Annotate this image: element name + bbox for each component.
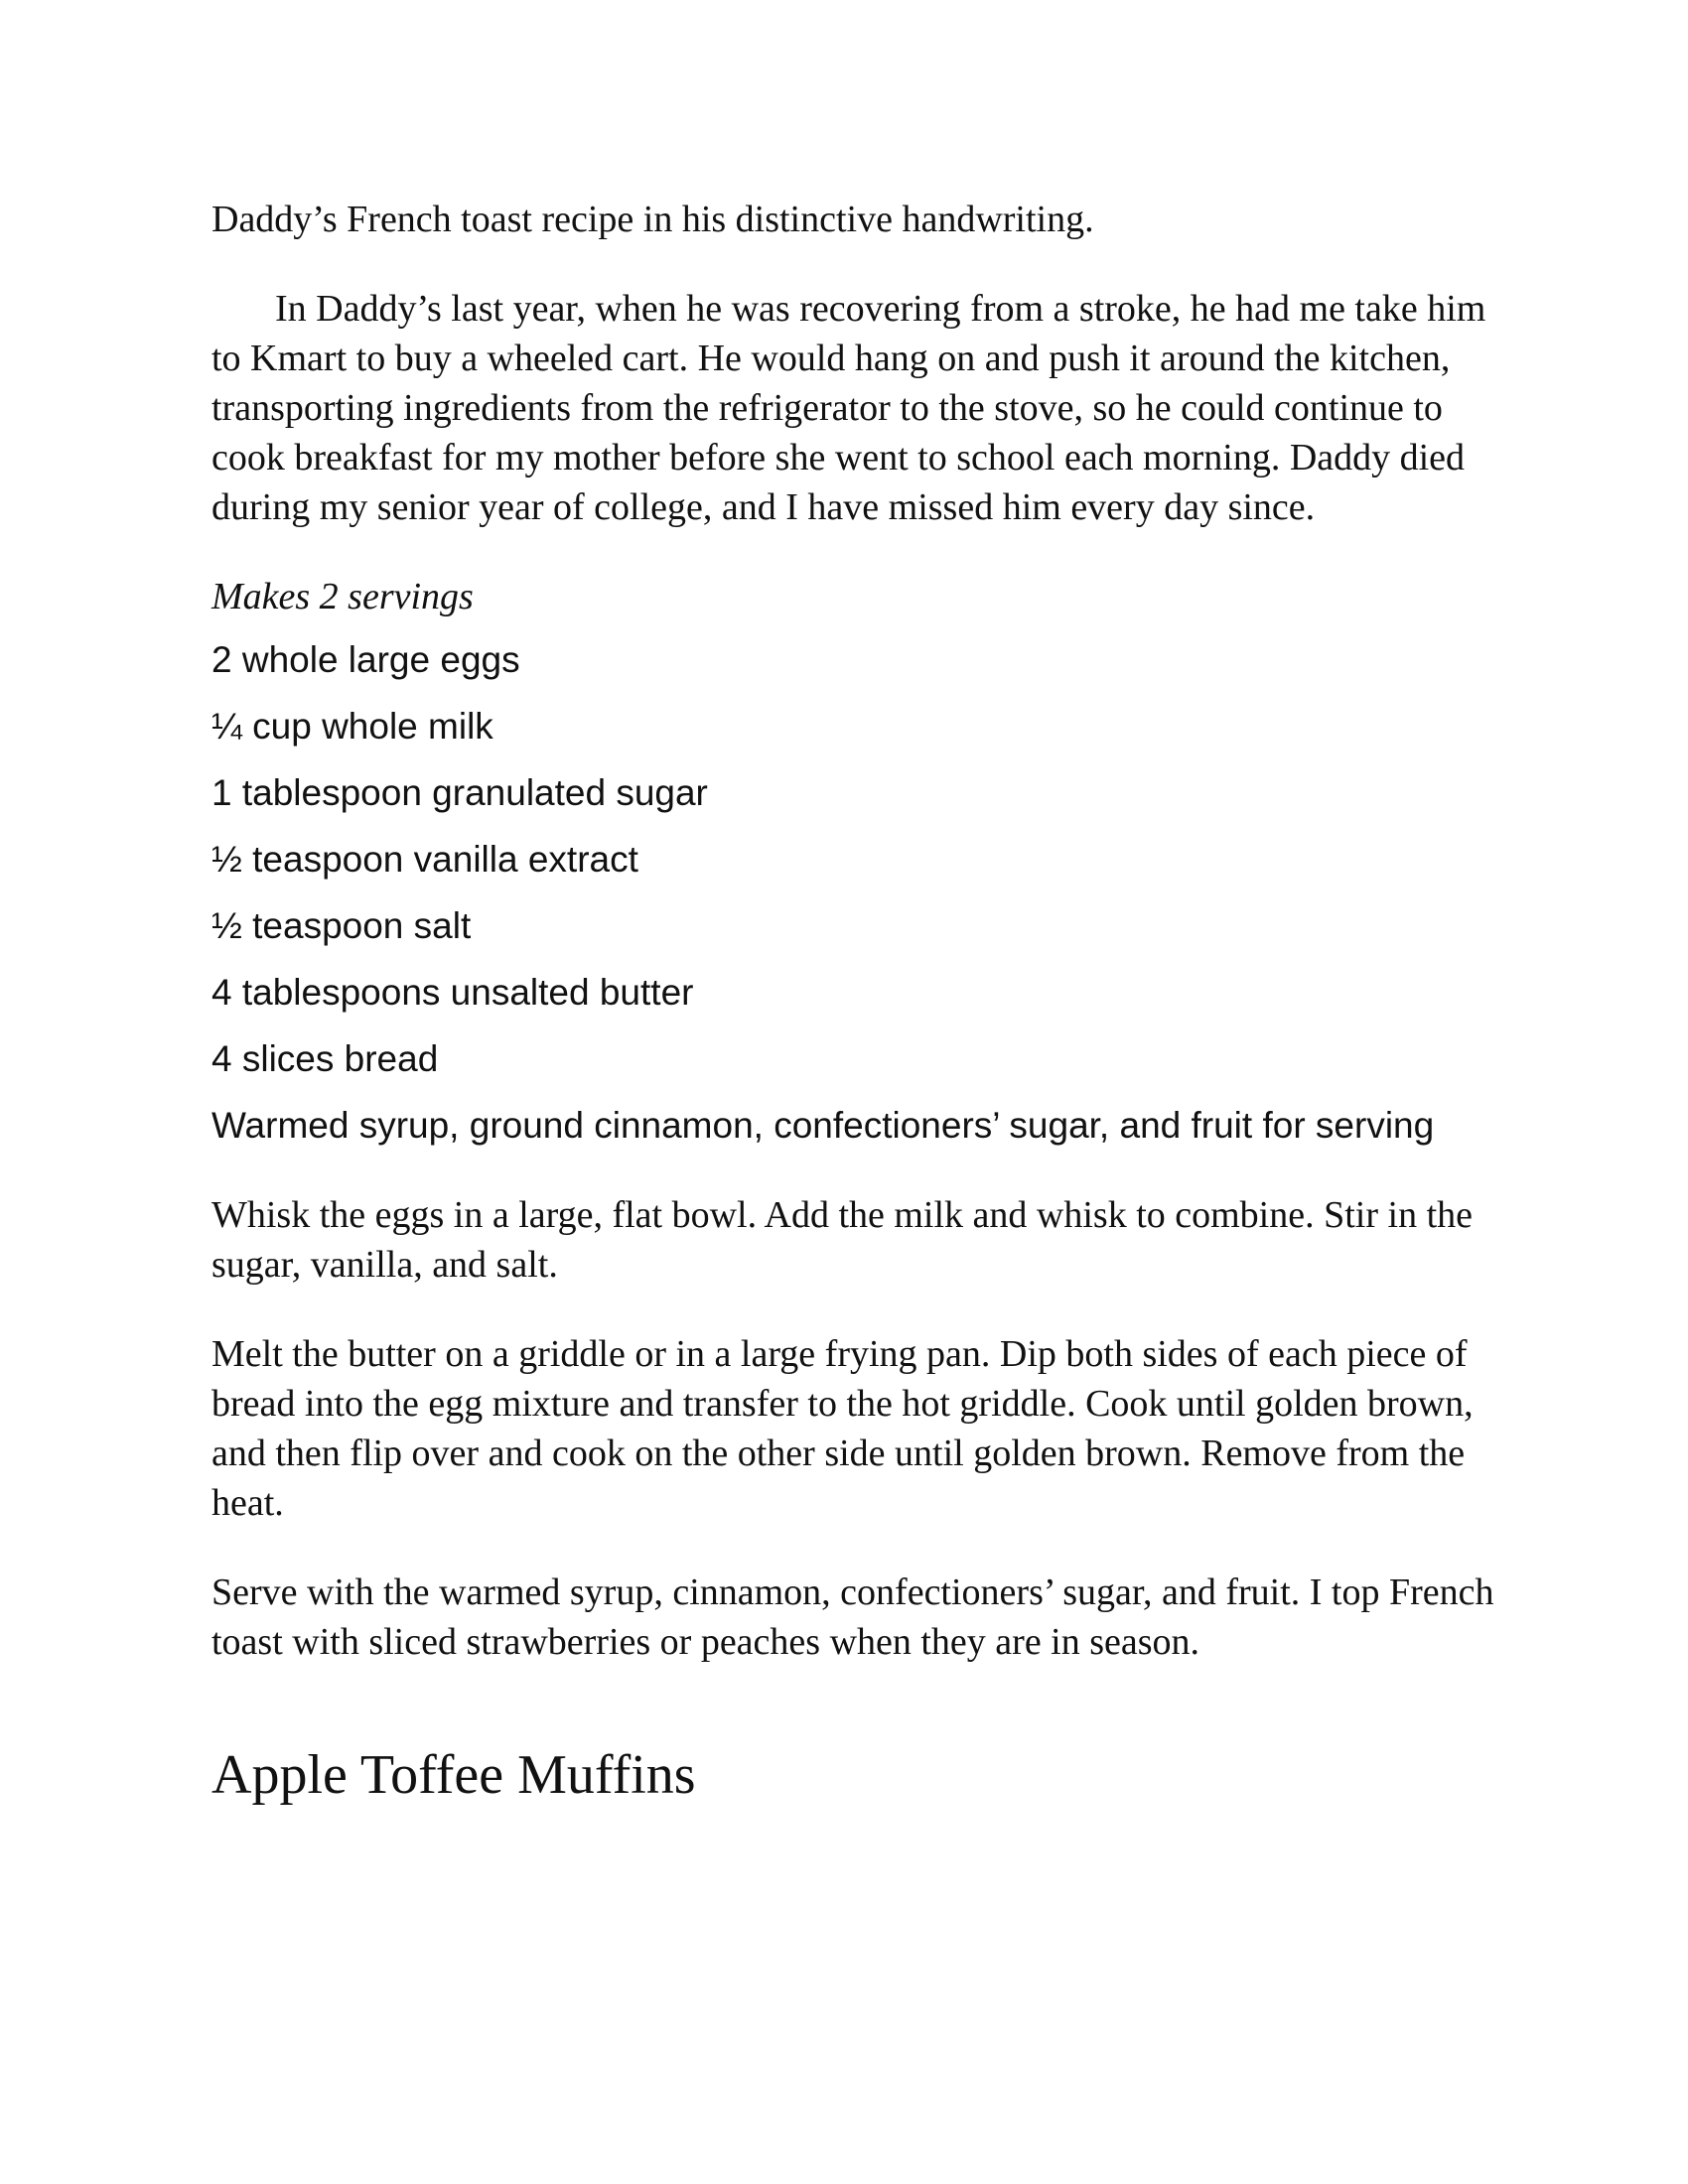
ingredient-item: 1 tablespoon granulated sugar xyxy=(211,772,708,813)
story-paragraph: In Daddy’s last year, when he was recovering from a stroke, he had me take him to Kmart to buy a wheeled cart. He would hang on and push it around the kitchen, transporting ingredients from the refrigerator to the stove, so he could continue to cook breakfast for my mother before she went to school each morning. Daddy died during my senior year of college, and I have missed him every day since. xyxy=(211,288,1486,528)
ingredient-item: ½ teaspoon salt xyxy=(211,905,472,946)
instruction-step: Melt the butter on a griddle or in a large frying pan. Dip both sides of each piece of bread into the egg mixture and transfer to the hot griddle. Cook until golden brown, and then flip over and cook on the other side until golden brown. Remove from the heat. xyxy=(211,1333,1474,1524)
next-recipe-title: Apple Toffee Muffins xyxy=(211,1744,696,1806)
ingredient-item: 4 slices bread xyxy=(211,1038,439,1079)
ingredient-item: ½ teaspoon vanilla extract xyxy=(211,839,638,880)
instruction-step: Serve with the warmed syrup, cinnamon, confectioners’ sugar, and fruit. I top French toast with sliced strawberries or peaches when they are in season. xyxy=(211,1571,1494,1663)
ingredient-item: Warmed syrup, ground cinnamon, confectioners’ sugar, and fruit for serving xyxy=(211,1105,1435,1146)
photo-caption: Daddy’s French toast recipe in his distinctive handwriting. xyxy=(211,199,1094,240)
document-page xyxy=(211,195,1502,1810)
ingredient-item: 2 whole large eggs xyxy=(211,639,520,680)
ingredient-item: ¼ cup whole milk xyxy=(211,706,493,747)
ingredient-list xyxy=(211,635,1502,1151)
ingredient-item: 4 tablespoons unsalted butter xyxy=(211,972,694,1013)
instruction-step: Whisk the eggs in a large, flat bowl. Add the milk and whisk to combine. Stir in the sugar, vanilla, and salt. xyxy=(211,1194,1473,1286)
recipe-yield: Makes 2 servings xyxy=(211,576,474,617)
